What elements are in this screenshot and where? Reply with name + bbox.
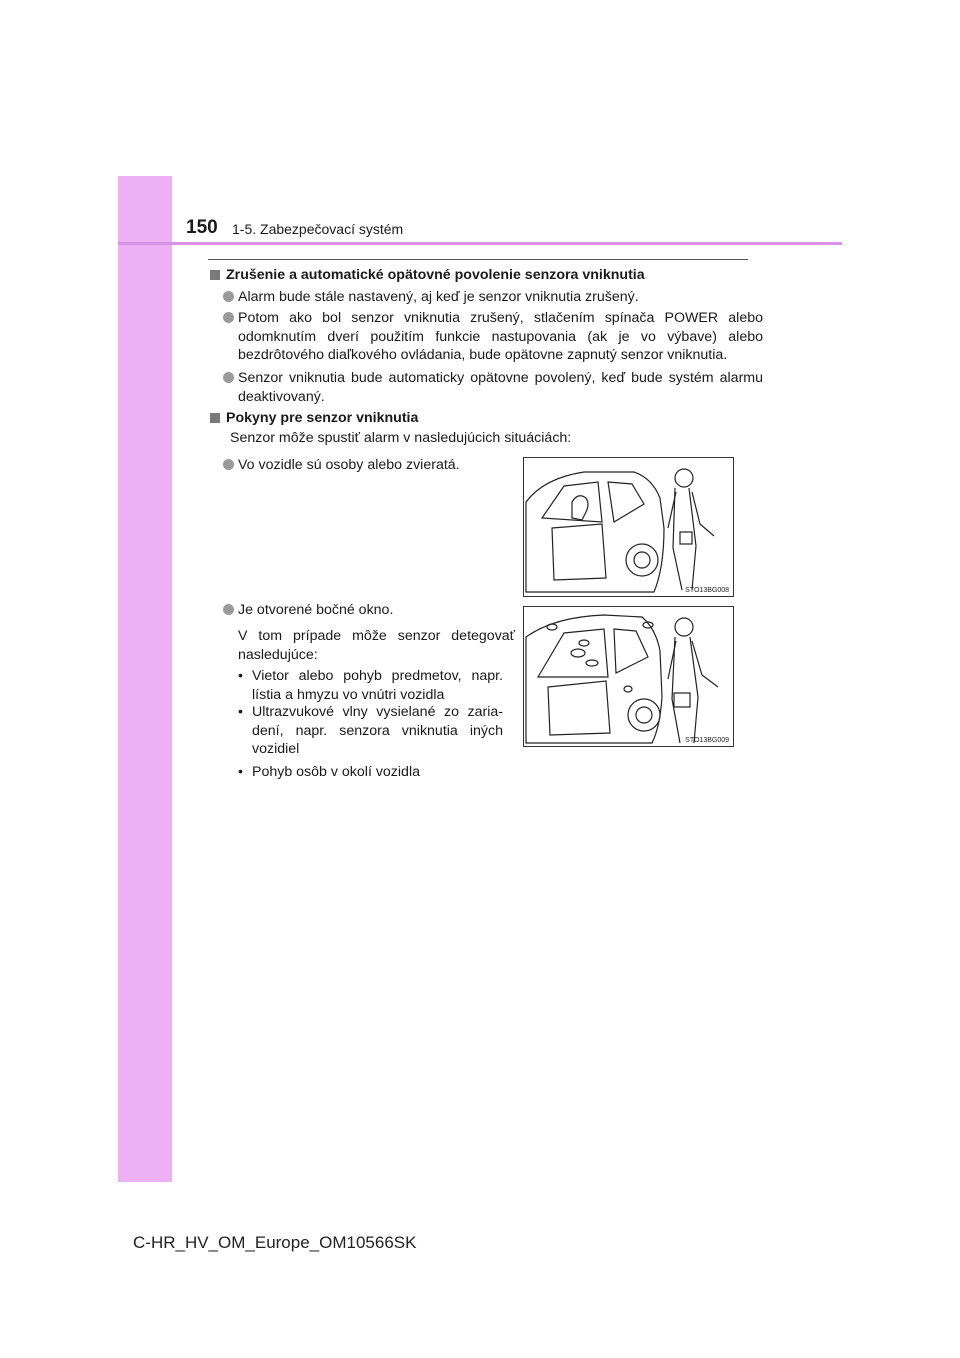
bullet-dot-icon (223, 291, 234, 302)
sub-item: • Vietor alebo pohyb predmetov, napr. lístia a hmyzu vo vnútri vozidla (238, 668, 503, 703)
figure-code: STO13BG009 (685, 737, 729, 744)
square-bullet-icon (210, 270, 220, 280)
bullet-dot-icon (223, 372, 234, 383)
bullet-item: Senzor vniknutia bude automaticky opätovne povolený, keď bude systém alarmu deaktivovaný. (223, 369, 763, 406)
heading-cancel-sensor: Zrušenie a automatické opätovné povolenie senzora vniknutia (210, 267, 645, 283)
bullet-item: Je otvorené bočné okno. (223, 601, 518, 620)
header-rule (118, 242, 842, 245)
section-title: 1-5. Zabezpečovací systém (232, 221, 404, 237)
bullet-dot-icon (223, 604, 234, 615)
car-with-leaves-and-man-illustration (524, 607, 733, 746)
figure-occupants (523, 457, 734, 597)
section-intro: Senzor môže spustiť alarm v nasledujúcich situáciách: (230, 430, 572, 446)
square-bullet-icon (210, 413, 220, 423)
sub-item: • Pohyb osôb v okolí vozidla (238, 764, 420, 780)
bullet-item: Vo vozidle sú osoby alebo zvieratá. (223, 456, 518, 475)
heading-sensor-precautions: Pokyny pre senzor vniknutia (210, 410, 418, 426)
bullet-dot-icon (223, 459, 234, 470)
figure-open-window (523, 606, 734, 747)
sub-item: • Ultrazvukové vlny vysielané zo zaria-dení, napr. senzora vniknutia iných vozidiel (238, 704, 503, 757)
bullet-item: Alarm bude stále nastavený, aj keď je senzor vniknutia zrušený. (223, 288, 763, 307)
car-with-dog-and-man-illustration (524, 458, 733, 596)
bullet-dot-icon (223, 312, 234, 323)
document-id-footer: C-HR_HV_OM_Europe_OM10566SK (133, 1233, 417, 1252)
page-number: 150 (186, 217, 218, 238)
figure-code: STO13BG008 (685, 587, 729, 594)
page-sidebar-tab (118, 176, 172, 1182)
bullet-item: Potom ako bol senzor vniknutia zrušený, stlačením spínača POWER alebo odomknutím dverí použitím funkcie nastupovania (ak je vo výbave) alebo bezdrôtového diaľkového ovládania, bude opätovne zapnutý senzor vniknutia. (223, 309, 763, 365)
topic-rule (208, 259, 748, 260)
bullet-detail: V tom prípade môže senzor detegovať nasledujúce: (238, 628, 515, 663)
